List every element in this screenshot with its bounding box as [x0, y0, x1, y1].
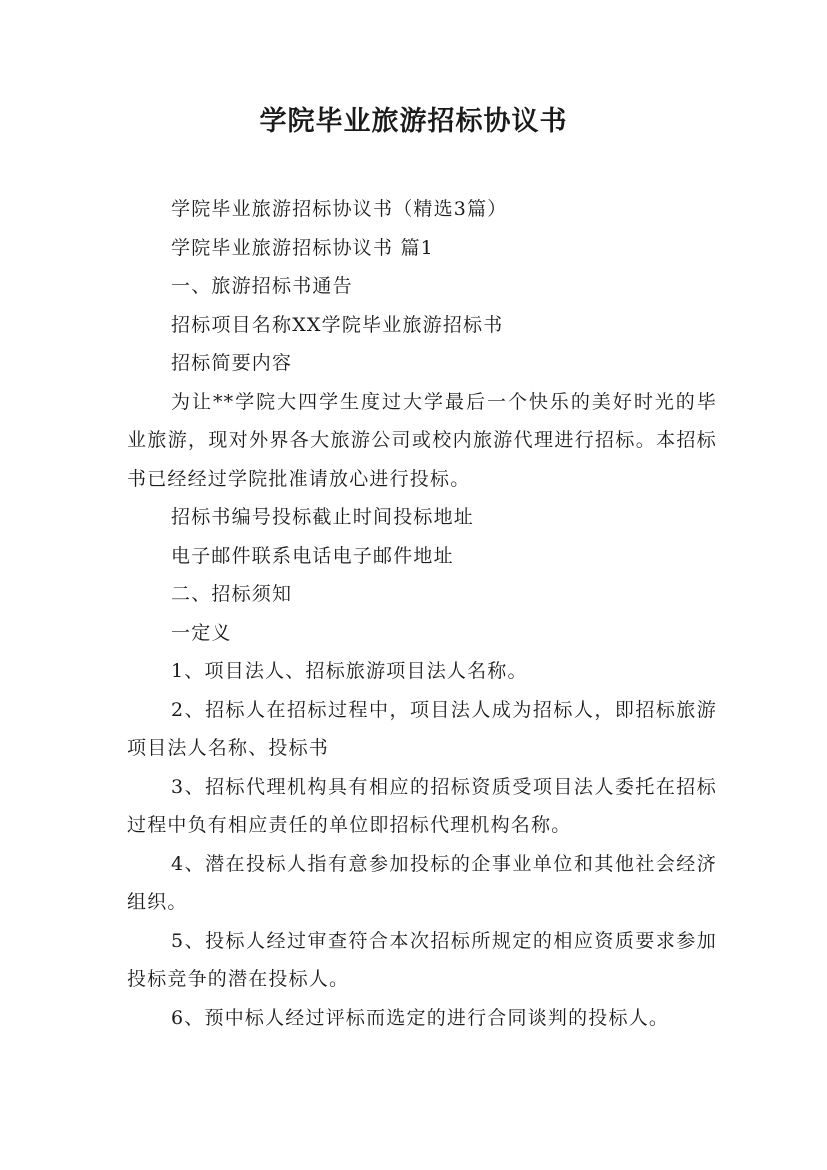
- paragraph-section-heading: 学院毕业旅游招标协议书 篇1: [171, 236, 434, 259]
- paragraph-definition-3: 3、招标代理机构具有相应的招标资质受项目法人委托在招标过程中负有相应责任的单位即招标代理机构名称。: [127, 775, 717, 836]
- paragraph-heading-notice: 一、旅游招标书通告: [171, 275, 353, 297]
- paragraph-contact-info: 电子邮件联系电话电子邮件地址: [171, 544, 454, 567]
- paragraph-brief-label: 招标简要内容: [171, 352, 293, 374]
- paragraph-definition-6: 6、预中标人经过评标而选定的进行合同谈判的投标人。: [171, 1006, 670, 1029]
- paragraph-definition-5: 5、投标人经过审查符合本次招标所规定的相应资质要求参加投标竞争的潜在投标人。: [127, 929, 717, 990]
- document-body: [127, 190, 717, 1037]
- paragraph-definition-2: 2、招标人在招标过程中，项目法人成为招标人，即招标旅游项目法人名称、投标书: [127, 698, 717, 759]
- paragraph-subtitle: 学院毕业旅游招标协议书（精选3篇）: [171, 198, 508, 220]
- paragraph-heading-instructions: 二、招标须知: [171, 583, 293, 605]
- paragraph-bid-info: 招标书编号投标截止时间投标地址: [171, 506, 475, 528]
- paragraph-definition-1: 1、项目法人、招标旅游项目法人名称。: [171, 660, 528, 682]
- document-title: 学院毕业旅游招标协议书: [259, 106, 568, 137]
- paragraph-project-name: 招标项目名称XX学院毕业旅游招标书: [171, 313, 504, 336]
- paragraph-brief-content: 为让**学院大四学生度过大学最后一个快乐的美好时光的毕业旅游，现对外界各大旅游公司或校内旅游代理进行招标。本招标书已经经过学院批准请放心进行投标。: [127, 390, 717, 490]
- paragraph-definition-4: 4、潜在投标人指有意参加投标的企事业单位和其他社会经济组织。: [127, 852, 717, 913]
- paragraph-definitions-label: 一定义: [171, 621, 232, 644]
